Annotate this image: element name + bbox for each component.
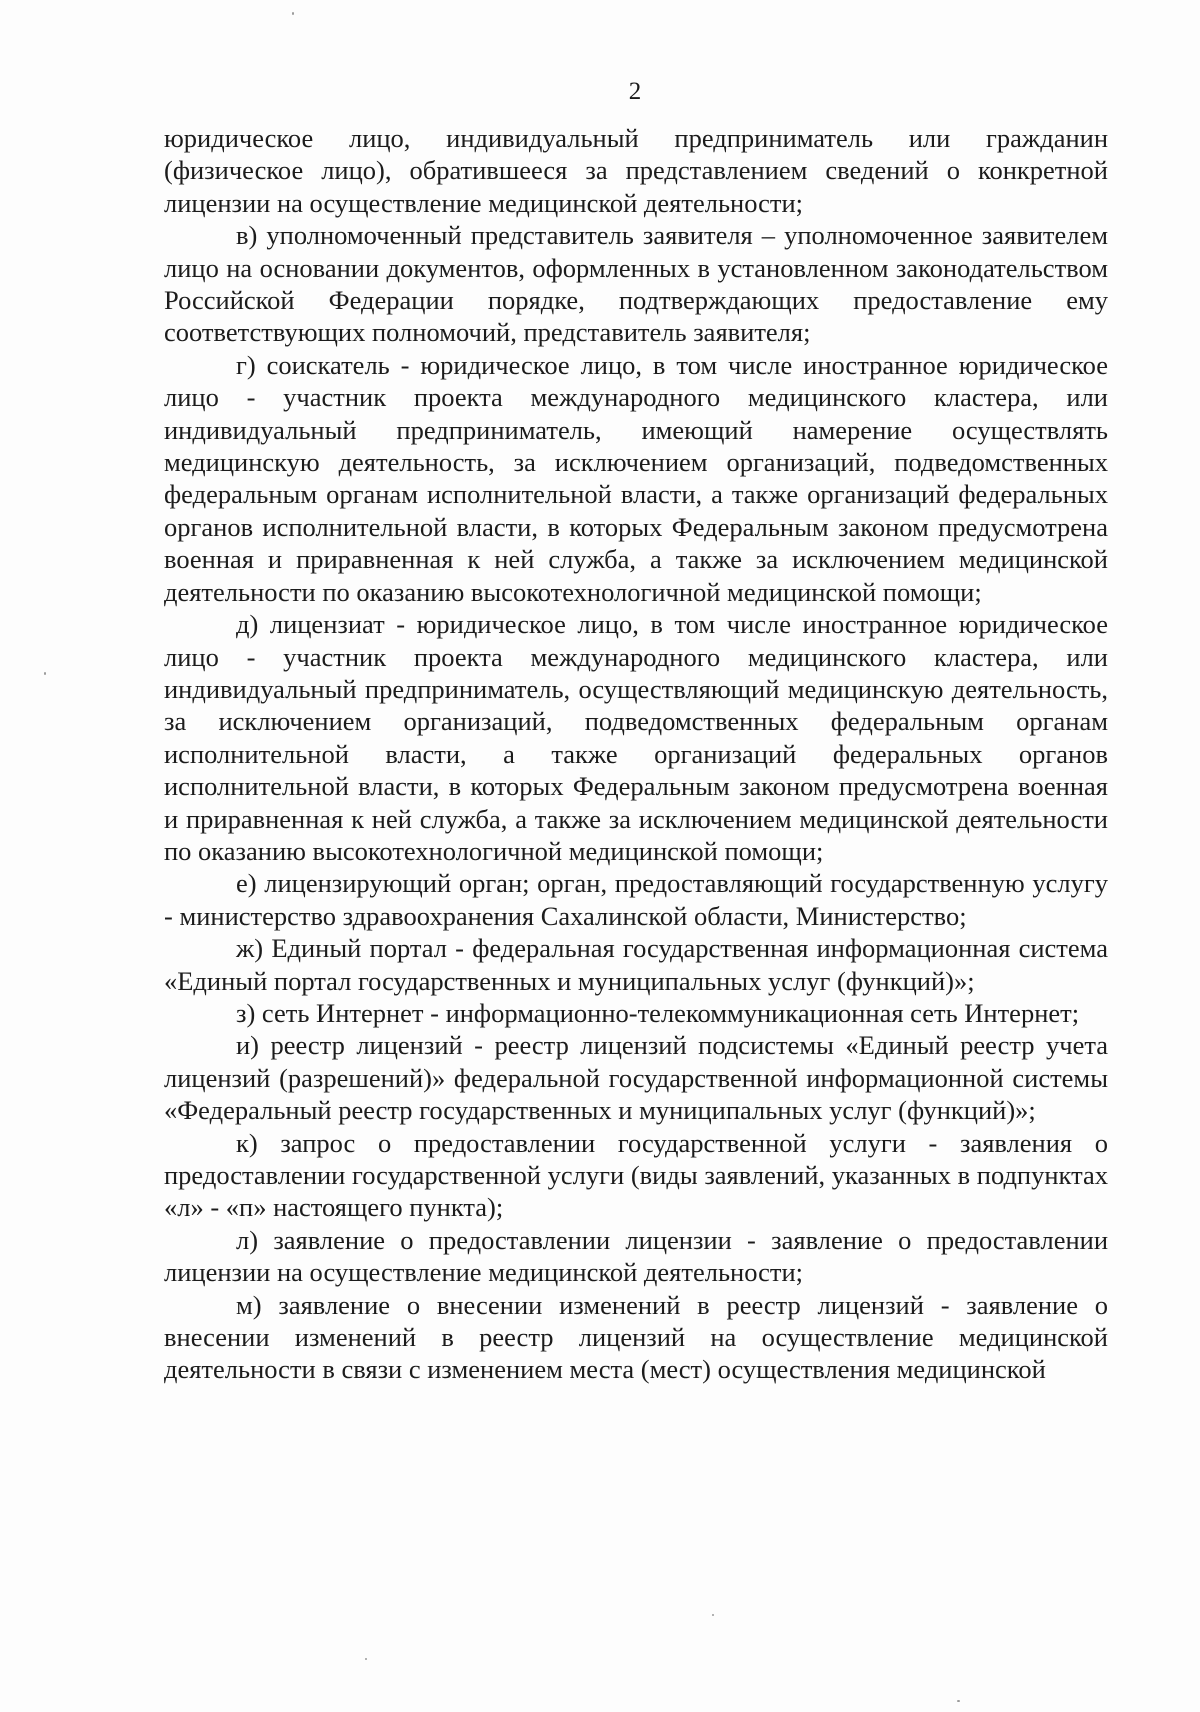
scan-speck — [365, 1658, 367, 1660]
paragraph-continuation: юридическое лицо, индивидуальный предприниматель или гражданин (физическое лицо), обратившееся за представлением сведений о конкретной лицензии на осуществление медицинской деятельности; — [164, 123, 1108, 218]
paragraph-item-l: л) заявление о предоставлении лицензии - заявление о предоставлении лицензии на осуществление медицинской деятельности; — [164, 1224, 1108, 1288]
paragraph-item-e: е) лицензирующий орган; орган, предоставляющий государственную услугу - министерство здравоохранения Сахалинской области, Министерство; — [164, 868, 1108, 931]
paragraph-item-k: к) запрос о предоставлении государственной услуги - заявления о предоставлении государственной услуги (виды заявлений, указанных в подпунктах «л» - «п» настоящего пункта); — [164, 1127, 1108, 1223]
paragraph-item-zh: ж) Единый портал - федеральная государственная информационная система «Единый портал государственных и муниципальных услуг (функций)»; — [164, 933, 1108, 996]
scan-speck — [957, 1700, 960, 1702]
paragraph-item-i: и) реестр лицензий - реестр лицензий подсистемы «Единый реестр учета лицензий (разрешений)» федеральной государственной информационной системы «Федеральный реестр государственных и муниципальных услуг (функций)»; — [164, 1030, 1108, 1126]
paragraph-item-g: г) соискатель - юридическое лицо, в том числе иностранное юридическое лицо - участник проекта международного медицинского кластера, или индивидуальный предприниматель, имеющий намерение осуществлять медицинскую деятельность, за исключением организаций, подведомственных федеральным органам исполнительной власти, а также организаций федеральных органов исполнительной власти, в которых Федеральным законом предусмотрена военная и приравненная к ней служба, а также за исключением медицинской деятельности по оказанию высокотехнологичной медицинской помощи; — [164, 349, 1108, 607]
scan-speck — [292, 12, 294, 15]
scan-speck — [712, 1614, 714, 1616]
paragraph-item-d: д) лицензиат - юридическое лицо, в том числе иностранное юридическое лицо - участник проекта международного медицинского кластера, или индивидуальный предприниматель, осуществляющий медицинскую деятельность, за исключением организаций, подведомственных федеральным органам исполнительной власти, а также организаций федеральных органов исполнительной власти, в которых Федеральным законом предусмотрена военная и приравненная к ней служба, а также за исключением медицинской деятельности по оказанию высокотехнологичной медицинской помощи; — [164, 609, 1108, 866]
paragraph-item-z: з) сеть Интернет - информационно-телекоммуникационная сеть Интернет; — [236, 997, 1080, 1028]
page-number: 2 — [628, 78, 642, 105]
scan-speck — [44, 672, 46, 675]
document-body — [164, 122, 1108, 1386]
paragraph-item-v: в) уполномоченный представитель заявителя – уполномоченное заявителем лицо на основании документов, оформленных в установленном законодательством Российской Федерации порядке, подтверждающих предоставление ему соответствующих полномочий, представитель заявителя; — [164, 220, 1108, 348]
paragraph-item-m: м) заявление о внесении изменений в реестр лицензий - заявление о внесении изменений в реестр лицензий на осуществление медицинской деятельности в связи с изменением места (мест) осуществления медицинской — [164, 1289, 1108, 1385]
